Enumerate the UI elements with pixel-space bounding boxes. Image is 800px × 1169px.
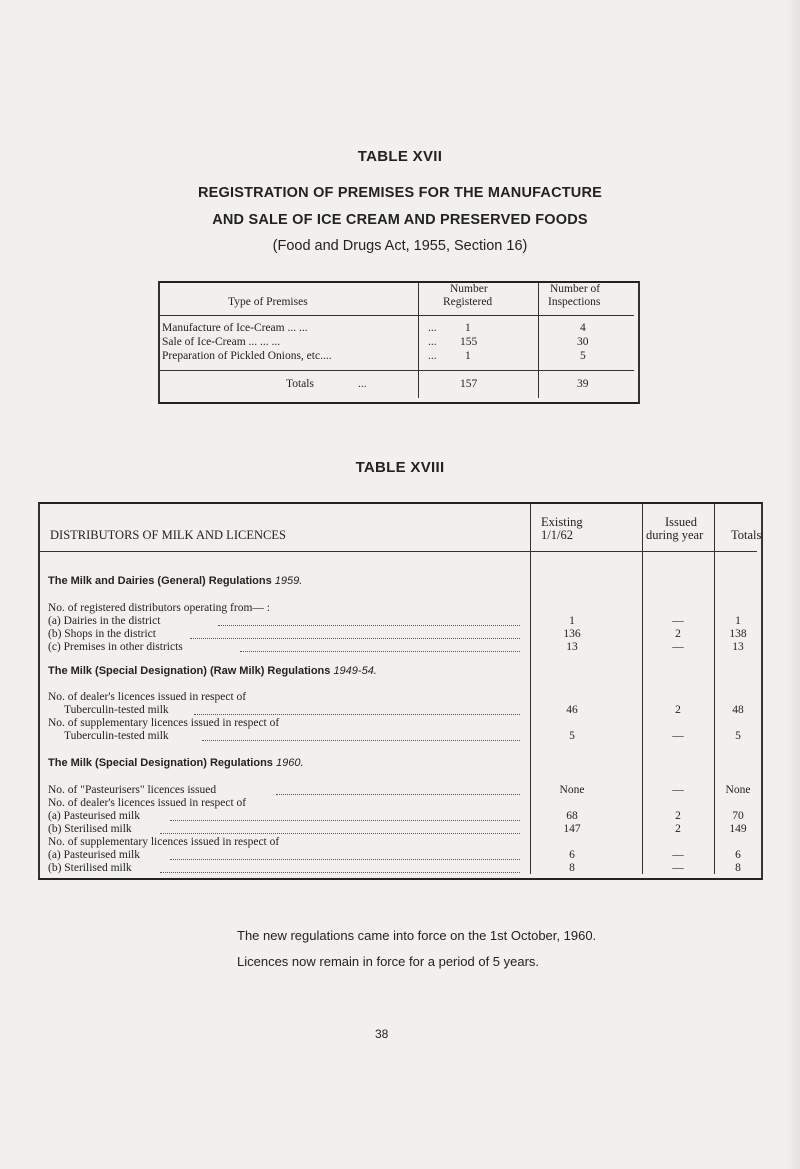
row-label: No. of registered distributors operating from— : — [48, 602, 270, 614]
table-17 — [158, 281, 640, 404]
row-existing: 6 — [569, 849, 575, 861]
row-totals: 13 — [732, 641, 744, 653]
row-label: No. of supplementary licences issued in respect of — [48, 836, 280, 848]
totals-inspections: 39 — [577, 378, 589, 390]
section-year: 1960. — [275, 757, 304, 769]
table-row — [40, 849, 761, 862]
section-heading — [48, 665, 377, 677]
row-lead: ... — [428, 350, 437, 362]
row-issued: — — [672, 730, 684, 742]
footnote-line2: Licences now remain in force for a period of 5 years. — [237, 954, 540, 969]
row-label: No. of "Pasteurisers" licences issued — [48, 784, 217, 796]
row-totals: 5 — [735, 730, 741, 742]
row-label: No. of supplementary licences issued in respect of — [48, 717, 280, 729]
column-divider — [418, 283, 419, 398]
row-label: No. of dealer's licences issued in respect of — [48, 691, 247, 703]
row-label: (a) Pasteurised milk — [48, 810, 140, 822]
header-existing-line2: 1/1/62 — [541, 528, 573, 542]
footnote-line1: The new regulations came into force on the 1st October, 1960. — [237, 928, 597, 943]
dot-leader — [276, 794, 520, 795]
header-type-of-premises: Type of Premises — [228, 296, 308, 308]
row-existing: None — [559, 784, 585, 796]
row-totals: 8 — [735, 862, 741, 874]
table-row — [40, 641, 761, 654]
header-issued-line2: during year — [646, 528, 704, 542]
row-issued: — — [672, 862, 684, 874]
dot-leader — [160, 872, 520, 873]
row-totals: 138 — [729, 628, 747, 640]
totals-lead: ... — [358, 378, 367, 390]
row-registered: 155 — [460, 336, 478, 348]
table-row — [40, 704, 761, 717]
dot-leader — [202, 740, 520, 741]
column-divider — [538, 283, 539, 398]
row-label: Preparation of Pickled Onions, etc.... — [162, 350, 332, 362]
row-label: (a) Dairies in the district — [48, 615, 161, 627]
dot-leader — [190, 638, 520, 639]
row-issued: — — [672, 849, 684, 861]
row-label: Sale of Ice-Cream ... ... ... — [162, 336, 281, 348]
row-issued: 2 — [675, 810, 681, 822]
section-title: The Milk and Dairies (General) Regulations — [48, 575, 272, 587]
header-rule — [160, 315, 634, 316]
table-row — [40, 836, 761, 849]
dot-leader — [194, 714, 520, 715]
row-label: (c) Premises in other districts — [48, 641, 183, 653]
row-existing: 8 — [569, 862, 575, 874]
table-row — [40, 730, 761, 743]
table-row — [40, 717, 761, 730]
row-existing: 147 — [563, 823, 581, 835]
table-17-subtitle-line3: (Food and Drugs Act, 1955, Section 16) — [272, 238, 528, 254]
table-17-subtitle-line2: AND SALE OF ICE CREAM AND PRESERVED FOODS — [212, 212, 588, 228]
table-row — [40, 797, 761, 810]
header-distributors: DISTRIBUTORS OF MILK AND LICENCES — [50, 528, 286, 542]
table-row — [40, 615, 761, 628]
header-number-inspections-line2: Inspections — [548, 296, 601, 308]
row-existing: 1 — [569, 615, 575, 627]
table-row — [40, 691, 761, 704]
row-label: No. of dealer's licences issued in respect of — [48, 797, 247, 809]
section-heading — [48, 757, 304, 769]
header-existing-line1: Existing — [541, 515, 583, 529]
header-rule — [40, 551, 757, 552]
dot-leader — [240, 651, 520, 652]
section-heading — [48, 575, 302, 587]
row-issued: 2 — [675, 704, 681, 716]
row-totals: 6 — [735, 849, 741, 861]
row-registered: 1 — [465, 350, 471, 362]
row-issued: — — [672, 641, 684, 653]
row-label: (b) Sterilised milk — [48, 823, 132, 835]
table-row — [40, 810, 761, 823]
dot-leader — [218, 625, 520, 626]
page-number: 38 — [375, 1027, 389, 1041]
row-label: (b) Shops in the district — [48, 628, 156, 640]
row-label: (a) Pasteurised milk — [48, 849, 140, 861]
row-totals: None — [725, 784, 751, 796]
table-row — [40, 784, 761, 797]
row-label: Manufacture of Ice-Cream ... ... — [162, 322, 308, 334]
row-label: Tuberculin-tested milk — [64, 704, 169, 716]
table-18 — [38, 502, 763, 880]
row-totals: 1 — [735, 615, 741, 627]
row-inspections: 5 — [580, 350, 586, 362]
header-number-registered-line1: Number — [450, 283, 488, 295]
row-totals: 149 — [729, 823, 747, 835]
row-issued: 2 — [675, 628, 681, 640]
table-17-title: TABLE XVII — [357, 148, 443, 165]
totals-label: Totals — [286, 378, 314, 390]
row-inspections: 30 — [577, 336, 589, 348]
section-title: The Milk (Special Designation) Regulations — [48, 757, 273, 769]
row-label: Tuberculin-tested milk — [64, 730, 169, 742]
row-issued: — — [672, 784, 684, 796]
dot-leader — [170, 859, 520, 860]
header-issued-line1: Issued — [665, 515, 697, 529]
totals-rule — [160, 370, 634, 371]
row-issued: — — [672, 615, 684, 627]
row-totals: 70 — [732, 810, 744, 822]
table-row — [40, 628, 761, 641]
table-row — [40, 602, 761, 615]
section-year: 1949-54. — [333, 665, 377, 677]
row-existing: 68 — [566, 810, 578, 822]
header-number-registered-line2: Registered — [443, 296, 493, 308]
table-row — [40, 862, 761, 875]
row-lead: ... — [428, 336, 437, 348]
row-totals: 48 — [732, 704, 744, 716]
row-lead: ... — [428, 322, 437, 334]
header-number-inspections-line1: Number of — [550, 283, 601, 295]
row-registered: 1 — [465, 322, 471, 334]
row-issued: 2 — [675, 823, 681, 835]
table-17-subtitle-line1: REGISTRATION OF PREMISES FOR THE MANUFACTURE — [197, 185, 603, 201]
section-title: The Milk (Special Designation) (Raw Milk) Regulations — [48, 665, 331, 677]
row-inspections: 4 — [580, 322, 586, 334]
row-label: (b) Sterilised milk — [48, 862, 132, 874]
page-edge-shadow — [786, 0, 800, 1169]
row-existing: 46 — [566, 704, 578, 716]
row-existing: 13 — [566, 641, 578, 653]
table-18-title: TABLE XVIII — [355, 459, 445, 476]
section-year: 1959. — [274, 575, 303, 587]
header-totals: Totals — [731, 528, 762, 542]
totals-registered: 157 — [460, 378, 478, 390]
row-existing: 5 — [569, 730, 575, 742]
dot-leader — [160, 833, 520, 834]
dot-leader — [170, 820, 520, 821]
row-existing: 136 — [563, 628, 581, 640]
table-row — [40, 823, 761, 836]
